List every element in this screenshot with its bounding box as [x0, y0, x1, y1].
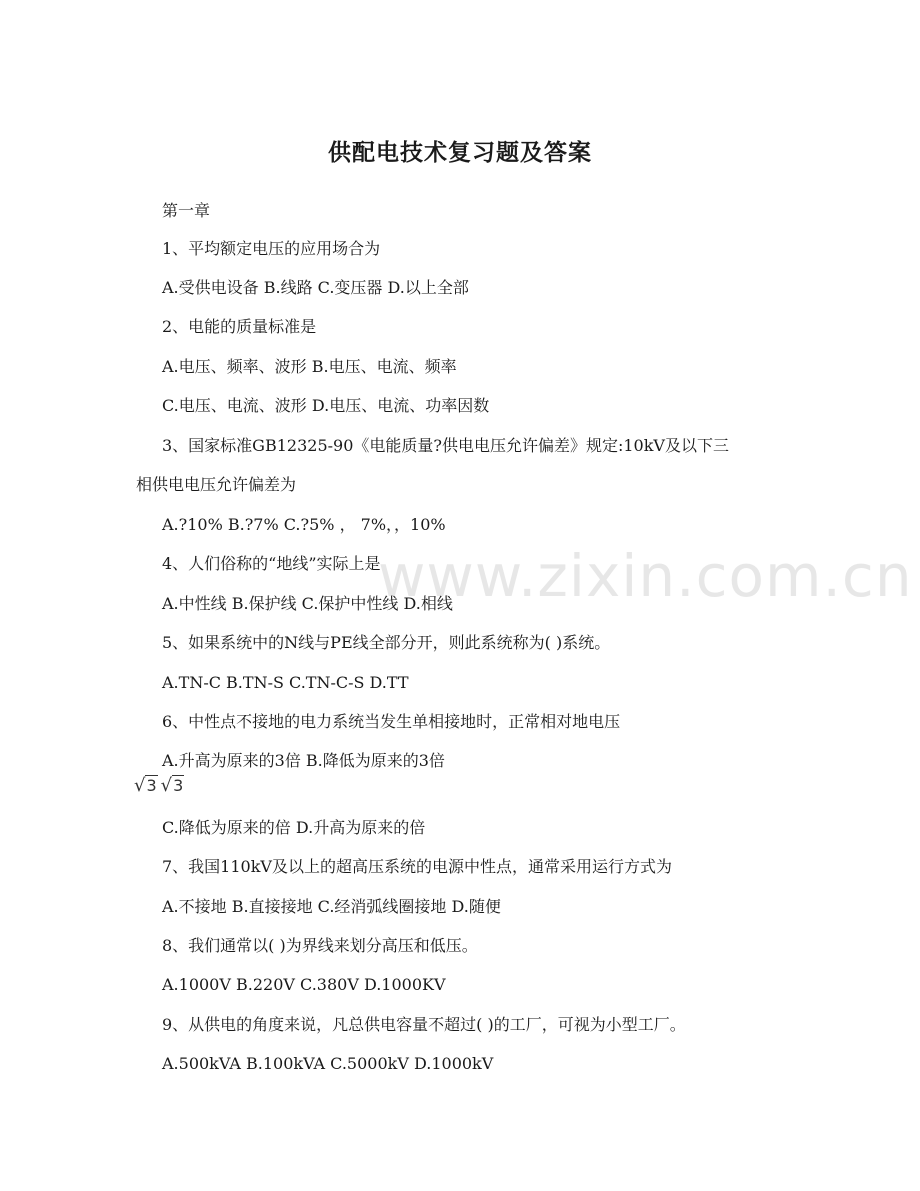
question-7: 7、我国110kV及以上的超高压系统的电源中性点，通常采用运行方式为 — [162, 857, 672, 876]
sqrt-symbols — [134, 775, 187, 796]
question-5: 5、如果系统中的N线与PE线全部分开，则此系统称为( )系统。 — [162, 633, 611, 652]
question-1-options: A.受供电设备 B.线路 C.变压器 D.以上全部 — [162, 278, 469, 297]
question-5-options: A.TN-C B.TN-S C.TN-C-S D.TT — [162, 673, 409, 692]
document-title: 供配电技术复习题及答案 — [328, 139, 592, 166]
question-2-options-cd: C.电压、电流、波形 D.电压、电流、功率因数 — [162, 396, 490, 415]
question-2-options-ab: A.电压、频率、波形 B.电压、电流、频率 — [162, 357, 457, 376]
question-4-options: A.中性线 B.保护线 C.保护中性线 D.相线 — [162, 594, 453, 613]
question-8-options: A.1000V B.220V C.380V D.1000KV — [162, 975, 446, 994]
chapter-heading: 第一章 — [162, 201, 211, 220]
question-6-options-ab: A.升高为原来的3倍 B.降低为原来的3倍 — [162, 751, 445, 770]
question-6: 6、中性点不接地的电力系统当发生单相接地时，正常相对地电压 — [162, 712, 621, 731]
watermark: www.zixin.com.cn — [378, 542, 913, 610]
question-8: 8、我们通常以( )为界线来划分高压和低压。 — [162, 936, 478, 955]
question-4: 4、人们俗称的“地线”实际上是 — [162, 554, 381, 573]
question-3: 3、国家标准GB12325-90《电能质量?供电电压允许偏差》规定:10kV及以下三 — [162, 436, 729, 455]
question-3-continued: 相供电电压允许偏差为 — [136, 475, 297, 494]
sqrt-symbol: √3 — [134, 775, 157, 796]
question-9-options: A.500kVA B.100kVA C.5000kV D.1000kV — [162, 1054, 494, 1073]
sqrt-symbol: √3 — [160, 775, 184, 796]
question-3-options: A.?10% B.?7% C.?5% ， 7%，，10% — [162, 515, 446, 534]
question-2: 2、电能的质量标准是 — [162, 317, 317, 336]
question-7-options: A.不接地 B.直接接地 C.经消弧线圈接地 D.随便 — [162, 897, 501, 916]
question-6-options-cd: C.降低为原来的倍 D.升高为原来的倍 — [162, 818, 426, 837]
question-9: 9、从供电的角度来说，凡总供电容量不超过( )的工厂，可视为小型工厂。 — [162, 1015, 686, 1034]
question-1: 1、平均额定电压的应用场合为 — [162, 239, 381, 258]
